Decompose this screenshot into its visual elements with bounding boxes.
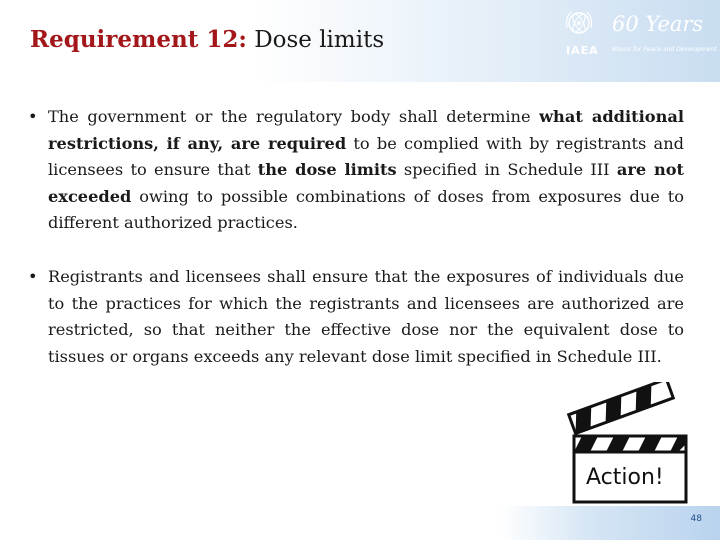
iaea-60-years-logo — [560, 6, 720, 64]
action-text: Action! — [586, 465, 664, 490]
bullet-marker: • — [28, 266, 38, 286]
bullet-item — [28, 104, 684, 237]
bullet-item — [28, 264, 684, 370]
footer-band — [500, 506, 720, 540]
bullet-text — [48, 267, 684, 366]
page-number: 48 — [690, 514, 702, 524]
slide-title — [30, 26, 384, 53]
clapperboard-icon — [562, 382, 712, 507]
bullet-emphasis: are not exceeded — [48, 160, 684, 206]
bullet-segment: Registrants and licensees shall ensure that the exposures of individuals due to the practices for which the registrants and licensees are authorized are restricted, so that neither the effective dose nor the equivalent dose to tissues or organs exceeds any relevant dose limit specified in Schedule III. — [48, 266, 684, 366]
title-topic: Dose limits — [254, 27, 385, 53]
bullet-segment: to be complied with by registrants and licensees to ensure that — [48, 133, 684, 180]
bullet-segment: specified in Schedule III — [396, 160, 617, 180]
title-requirement: Requirement 12: — [30, 26, 247, 53]
iaea-emblem-icon — [564, 8, 594, 38]
bullet-segment: owing to possible combinations of doses from exposures due to different authorized practices. — [48, 186, 684, 233]
bullet-emphasis: what additional restrictions, if any, are required — [48, 107, 684, 153]
bullet-emphasis: the dose limits — [257, 160, 397, 180]
logo-org: IAEA — [566, 44, 599, 57]
bullet-marker: • — [28, 107, 38, 126]
bullet-text — [48, 107, 684, 232]
logo-anniversary: 60 Years — [612, 12, 704, 36]
slide-header — [0, 0, 720, 82]
bullet-list — [28, 104, 684, 397]
logo-tagline: Atoms for Peace and Development — [612, 46, 717, 53]
bullet-segment: The government or the regulatory body shall determine — [48, 107, 540, 126]
